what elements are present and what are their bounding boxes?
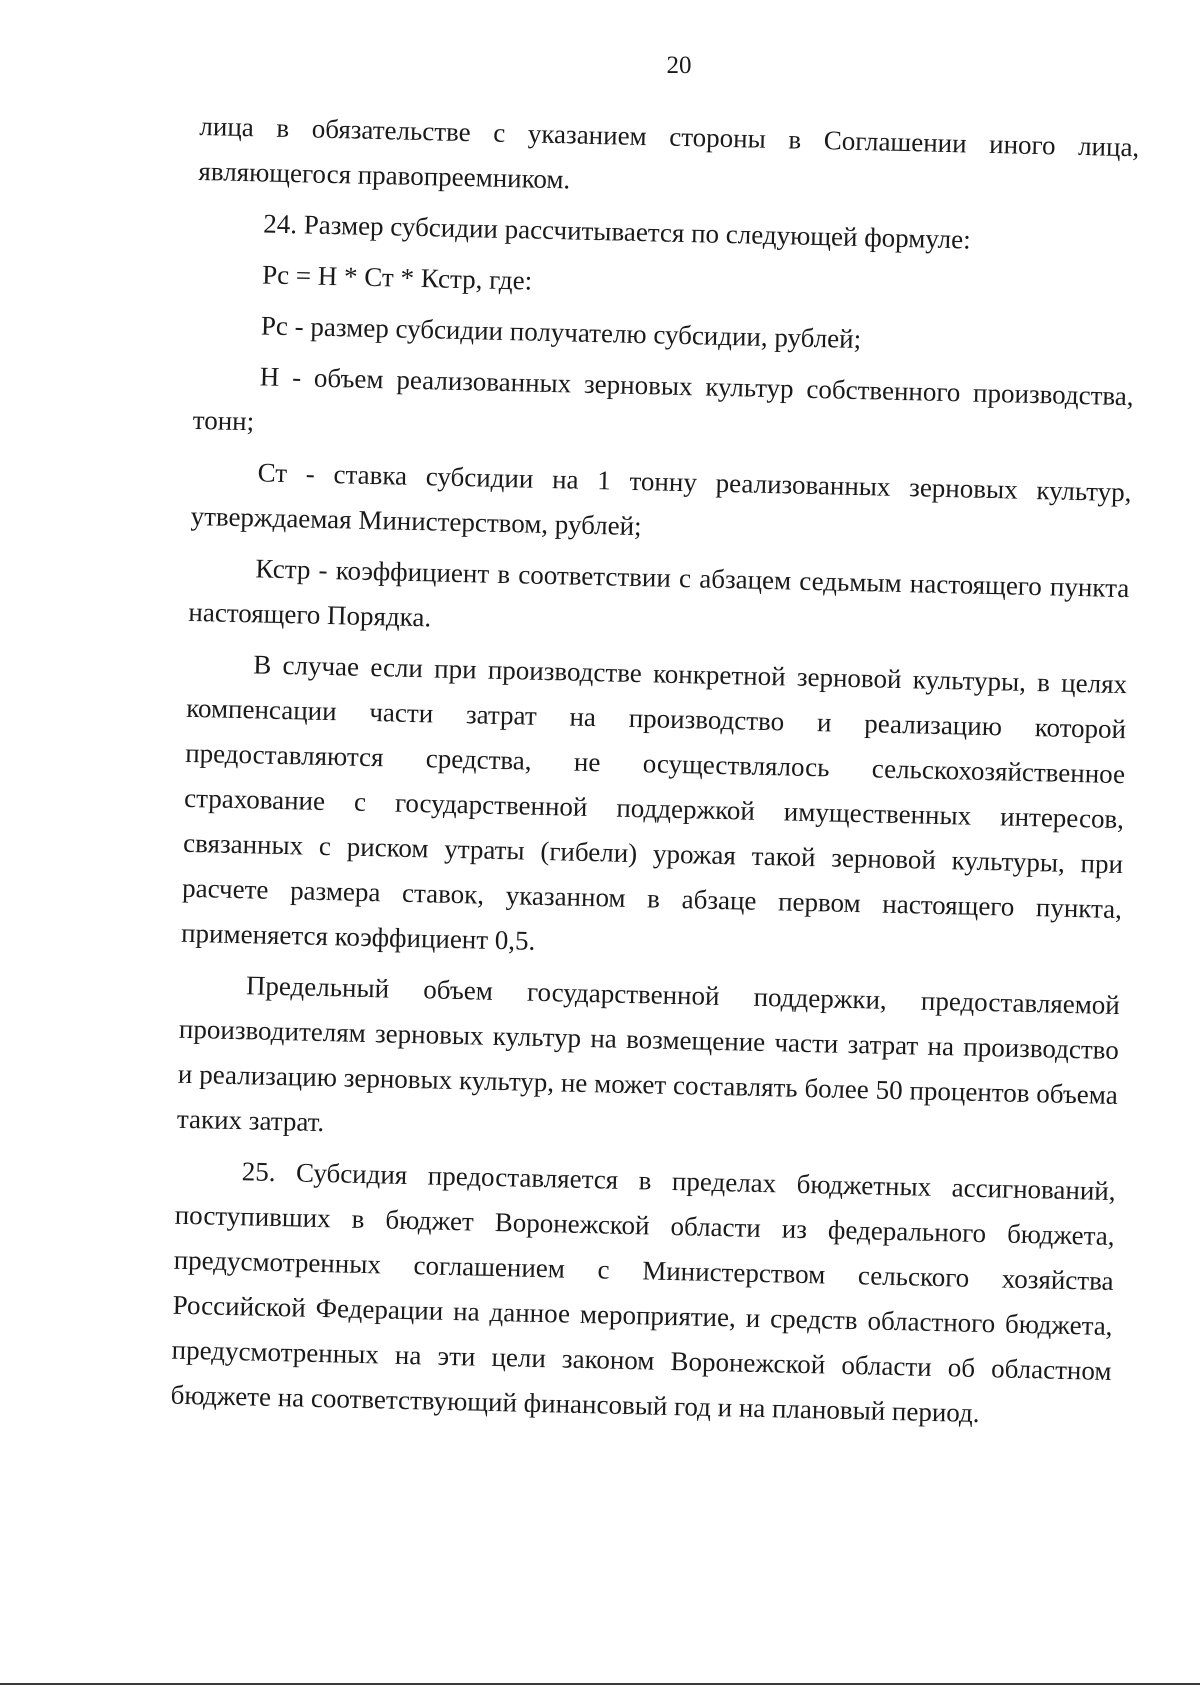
paragraph-item-25: 25. Субсидия предоставляется в пределах бюджетных ассигнований, поступивших в бюджет Воронежской области из федерального бюджета, предусмотренных соглашением с Министерством сельского хозяйства Российской Федерации на данное мероприятие, и средств областного бюджета, предусмотренных на эти цели законом Воронежской области об областном бюджете на соответствующий финансовый год и на плановый период. [170,1156,1116,1429]
definition-st: Ст - ставка субсидии на 1 тонну реализованных зерновых культур, утверждаемая Министерством, рублей; [190,457,1132,542]
paragraph-item-24: 24. Размер субсидии рассчитывается по следующей формуле: [262,208,972,255]
definition-kstr: Кстр - коэффициент в соответствии с абзацем седьмым настоящего пункта настоящего Порядка. [188,553,1130,633]
page-bottom-edge [0,1683,1200,1685]
formula-line: Рс = Н * Ст * Кстр, где: [261,259,533,296]
paragraph-support-limit: Предельный объем государственной поддержки, предоставляемой производителям зерновых культур на возмещение части затрат на производство и реализацию зерновых культур, не может составлять более 50 процентов объема таких затрат. [176,970,1121,1138]
definition-rs: Рс - размер субсидии получателю субсидии, рублей; [260,310,862,355]
document-body [170,104,1140,1445]
page-number: 20 [666,52,692,79]
definition-n: Н - объем реализованных зерновых культур собственного производства, тонн; [192,361,1134,437]
paragraph-continuation: лица в обязательстве с указанием стороны в Соглашении иного лица, являющегося правопреемником. [198,110,1140,195]
paragraph-insurance-coefficient: В случае если при производстве конкретной зерновой культуры, в целях компенсации части затрат на производство и реализацию которой предоставляются средства, не осуществлялось сельскохозяйственное страхование с государственной поддержкой имущественных интересов, связанных с риском утраты (гибели) урожая такой зерновой культуры, при расчете размера ставок, указанном в абзаце первом настоящего пункта, применяется коэффициент 0,5. [180,649,1128,956]
